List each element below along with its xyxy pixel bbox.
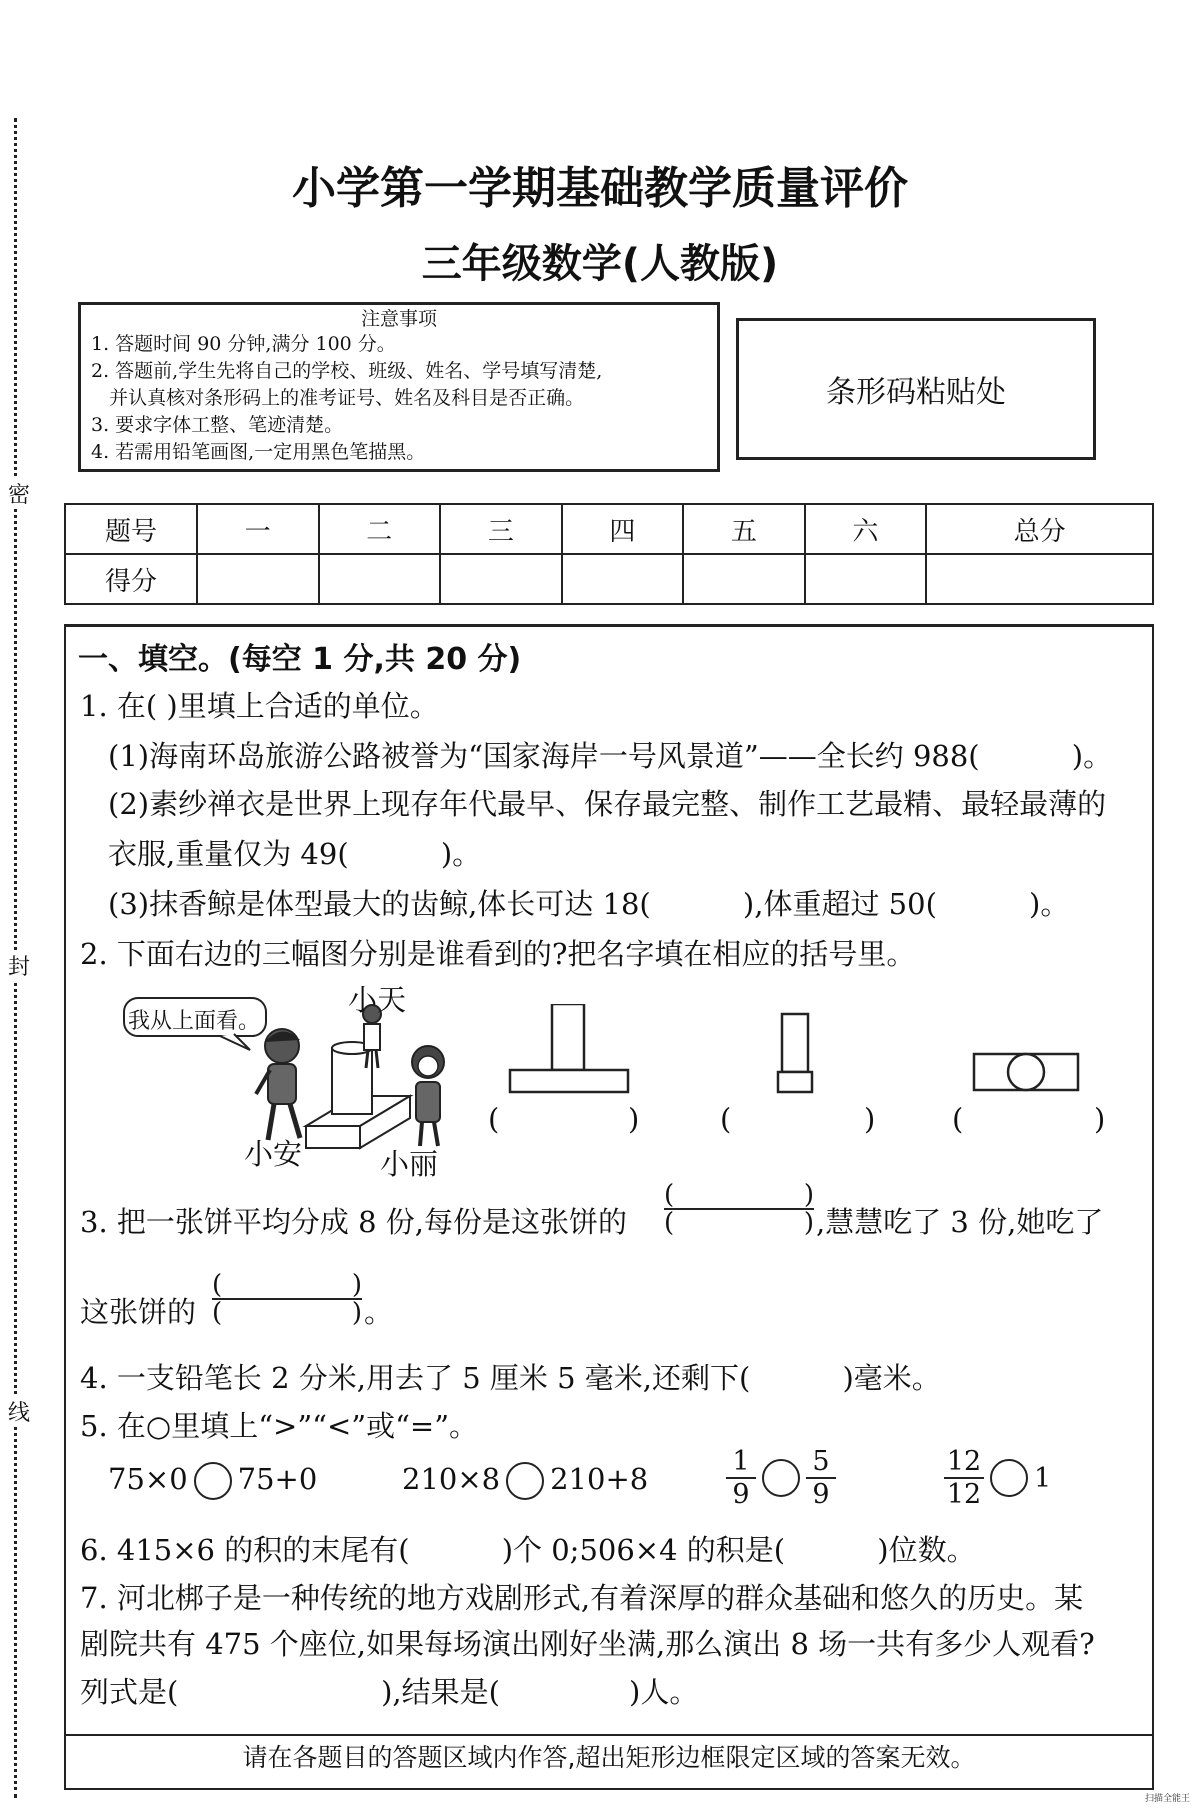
expr-left: 210×8 [402,1462,501,1496]
expr-right: 1 [1034,1462,1052,1494]
question-3-text-a: 3. 把一张饼平均分成 8 份,每份是这张饼的 [80,1205,627,1239]
question-2-stem: 2. 下面右边的三幅图分别是谁看到的?把名字填在相应的括号里。 [80,937,916,971]
score-input-cell[interactable] [683,554,805,604]
paren: ( [212,1298,223,1328]
answer-paren-close[interactable]: ) [1094,1102,1106,1136]
score-table [64,503,1154,605]
paren: ( [664,1180,675,1210]
notice-item: 4. 若需用铅笔画图,一定用黑色笔描黑。 [91,441,426,463]
score-cell: 三 [440,504,562,554]
question-1-part-2a: (2)素纱禅衣是世界上现存年代最早、保存最完整、制作工艺最精、最轻最薄的 [108,787,1107,821]
denominator: 9 [732,1479,750,1510]
score-input-cell[interactable] [926,554,1153,604]
page-subtitle: 三年级数学(人教版) [421,241,779,287]
name-label-tian: 小天 [348,983,407,1017]
score-table-score-row [65,554,1153,604]
paren: ) [803,1208,814,1238]
compare-circle[interactable] [762,1459,800,1497]
paren: ( [212,1270,223,1300]
paren: ) [351,1270,362,1300]
view-2-figure [778,1014,812,1092]
answer-paren-open[interactable]: ( [488,1102,500,1136]
score-input-cell[interactable] [805,554,927,604]
question-1-stem: 1. 在( )里填上合适的单位。 [80,689,439,723]
paren: ) [351,1298,362,1328]
question-1-part-2b[interactable]: 衣服,重量仅为 49( )。 [108,837,482,871]
name-label-an: 小安 [244,1137,303,1171]
expr-left: 75×0 [108,1462,188,1496]
score-cell: 二 [319,504,441,554]
three-views [500,1004,1120,1104]
compare-expression-2 [402,1462,648,1500]
scanner-watermark: 扫描全能王 [1144,1794,1190,1804]
view-1-figure [510,1004,628,1092]
score-input-cell[interactable] [319,554,441,604]
score-cell: 题号 [65,504,197,554]
compare-circle[interactable] [194,1462,232,1500]
binding-char-feng: 封 [8,950,30,981]
notice-item: 2. 答题前,学生先将自己的学校、班级、姓名、学号填写清楚, [91,360,603,382]
score-cell: 一 [197,504,319,554]
notice-item: 1. 答题时间 90 分钟,满分 100 分。 [91,333,396,355]
answer-paren-open[interactable]: ( [952,1102,964,1136]
compare-expression-4 [944,1446,1051,1510]
notice-box [78,302,720,472]
expr-right: 210+8 [550,1462,649,1496]
question-7-line-3[interactable]: 列式是( ),结果是( )人。 [80,1675,699,1709]
notice-item: 并认真核对条形码上的准考证号、姓名及科目是否正确。 [91,387,585,409]
page-title: 小学第一学期基础教学质量评价 [292,163,908,214]
speech-bubble-text: 我从上面看。 [128,1009,261,1034]
question-6[interactable]: 6. 415×6 的积的末尾有( )个 0;506×4 的积是( )位数。 [80,1533,976,1567]
answer-paren-close[interactable]: ) [864,1102,876,1136]
score-cell: 四 [562,504,684,554]
boy-an-figure [256,1029,300,1140]
compare-expression-1 [108,1462,317,1500]
score-input-cell[interactable] [440,554,562,604]
numerator: 12 [946,1446,982,1477]
notice-item: 3. 要求字体工整、笔迹清楚。 [91,414,344,436]
cylinder-on-block-object [306,1042,410,1148]
barcode-label: 条形码粘贴处 [826,375,1006,410]
question-5-stem: 5. 在○里填上“>”“<”或“=”。 [80,1409,479,1443]
fraction-blank[interactable] [212,1272,362,1326]
score-input-cell[interactable] [562,554,684,604]
compare-circle[interactable] [990,1459,1028,1497]
question-3-text-c: 这张饼的 [80,1295,197,1329]
numerator: 5 [812,1446,830,1477]
question-1-part-1[interactable]: (1)海南环岛旅游公路被誉为“国家海岸一号风景道”——全长约 988( )。 [108,739,1113,773]
notice-title: 注意事项 [360,308,437,330]
score-input-cell[interactable] [197,554,319,604]
paren: ( [664,1208,675,1238]
expr-right: 75+0 [237,1462,318,1496]
numerator: 1 [732,1446,750,1477]
question-1-part-3[interactable]: (3)抹香鲸是体型最大的齿鲸,体长可达 18( ),体重超过 50( )。 [108,887,1070,921]
view-3-figure [974,1054,1078,1090]
barcode-area [736,318,1096,460]
question-7-line-2: 剧院共有 475 个座位,如果每场演出刚好坐满,那么演出 8 场一共有多少人观看? [80,1627,1095,1661]
score-cell: 总分 [926,504,1153,554]
compare-circle[interactable] [506,1462,544,1500]
section-heading: 一、填空。(每空 1 分,共 20 分) [78,642,522,677]
denominator: 12 [946,1479,982,1510]
name-label-li: 小丽 [380,1147,439,1181]
binding-char-mi: 密 [8,478,30,509]
fraction-blank[interactable] [664,1182,814,1236]
denominator: 9 [812,1479,830,1510]
score-cell: 得分 [65,554,197,604]
question-4[interactable]: 4. 一支铅笔长 2 分米,用去了 5 厘米 5 毫米,还剩下( )毫米。 [80,1361,941,1395]
answer-area-notice: 请在各题目的答题区域内作答,超出矩形边框限定区域的答案无效。 [64,1734,1154,1780]
girl-li-figure [412,1046,444,1146]
question-7-line-1: 7. 河北梆子是一种传统的地方戏剧形式,有着深厚的群众基础和悠久的历史。某 [80,1581,1084,1615]
paren: ) [803,1180,814,1210]
answer-paren-open[interactable]: ( [720,1102,732,1136]
score-cell: 五 [683,504,805,554]
compare-expression-3 [726,1446,836,1510]
score-table-header-row [65,504,1153,554]
answer-paren-close[interactable]: ) [628,1102,640,1136]
binding-char-xian: 线 [8,1396,30,1427]
question-3-text-b: ,慧慧吃了 3 份,她吃了 [816,1205,1104,1239]
score-cell: 六 [805,504,927,554]
question-3-text-d: 。 [364,1295,394,1329]
